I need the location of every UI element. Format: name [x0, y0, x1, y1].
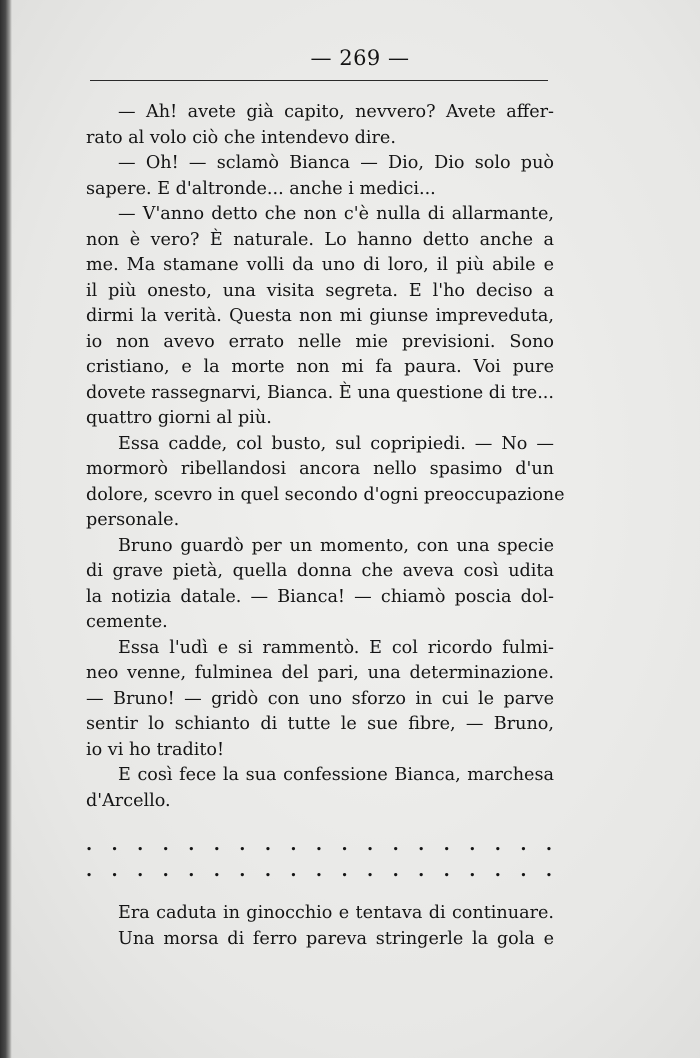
text-line: dolore, scevro in quel secondo d'ogni preoccupazione	[86, 484, 565, 505]
text-line: sentir lo schianto di tutte le sue fibre, — Bruno,	[86, 714, 554, 734]
binding-edge	[0, 0, 12, 1058]
text-line: dirmi la verità. Questa non mi giunse impreveduta,	[86, 306, 554, 326]
text-line: mormorò ribellandosi ancora nello spasimo d'un	[86, 459, 554, 479]
page-number: — 269 —	[310, 46, 410, 70]
text-line: me. Ma stamane volli da uno di loro, il più abile e	[86, 255, 554, 275]
text-line: Essa cadde, col busto, sul copripiedi. — No —	[118, 433, 554, 454]
text-line: personale.	[86, 510, 180, 530]
text-line: quattro giorni al più.	[86, 408, 272, 428]
dot-separator: . . . . . . . . . . . . . . . . . . .	[86, 834, 554, 855]
text-line: — Oh! — sclamò Bianca — Dio, Dio solo può	[118, 153, 554, 173]
text-line: neo venne, fulminea del pari, una determinazione.	[86, 663, 554, 683]
text-line: Essa l'udì e si rammentò. E col ricordo fulmi-	[118, 637, 554, 658]
text-line: Bruno guardò per un momento, con una specie	[118, 535, 554, 556]
text-line: d'Arcello.	[86, 790, 171, 811]
text-line: — V'anno detto che non c'è nulla di allarmante,	[118, 204, 554, 224]
spacer	[86, 883, 554, 901]
text-line: dovete rassegnarvi, Bianca. È una questione di tre...	[86, 382, 554, 403]
text-line: il più onesto, una visita segreta. E l'ho deciso a	[86, 280, 554, 301]
text-line: non è vero? È naturale. Lo hanno detto anche a	[86, 229, 554, 250]
text-line: la notizia datale. — Bianca! — chiamò poscia dol-	[86, 586, 554, 607]
text-line: — Bruno! — gridò con uno sforzo in cui le parve	[86, 688, 554, 709]
text-line: cristiano, e la morte non mi fa paura. Voi pure	[86, 357, 554, 377]
header-rule	[90, 80, 548, 81]
text-line: io vi ho tradito!	[86, 739, 225, 760]
text-line: rato al volo ciò che intendevo dire.	[86, 127, 396, 148]
text-line: sapere. E d'altronde... anche i medici...	[86, 178, 436, 199]
text-line: di grave pietà, quella donna che aveva così udita	[86, 561, 554, 581]
text-line: — Ah! avete già capito, nevvero? Avete affer-	[118, 102, 554, 122]
text-line: cemente.	[86, 612, 168, 632]
text-line: Era caduta in ginocchio e tentava di continuare.	[118, 903, 554, 923]
text-line: io non avevo errato nelle mie previsioni. Sono	[86, 331, 554, 352]
spacer	[86, 814, 554, 832]
body-text	[86, 100, 565, 952]
text-line: Una morsa di ferro pareva stringerle la gola e	[118, 928, 554, 949]
text-line: E così fece la sua confessione Bianca, marchesa	[118, 765, 554, 785]
dot-separator: . . . . . . . . . . . . . . . . . . .	[86, 859, 554, 881]
